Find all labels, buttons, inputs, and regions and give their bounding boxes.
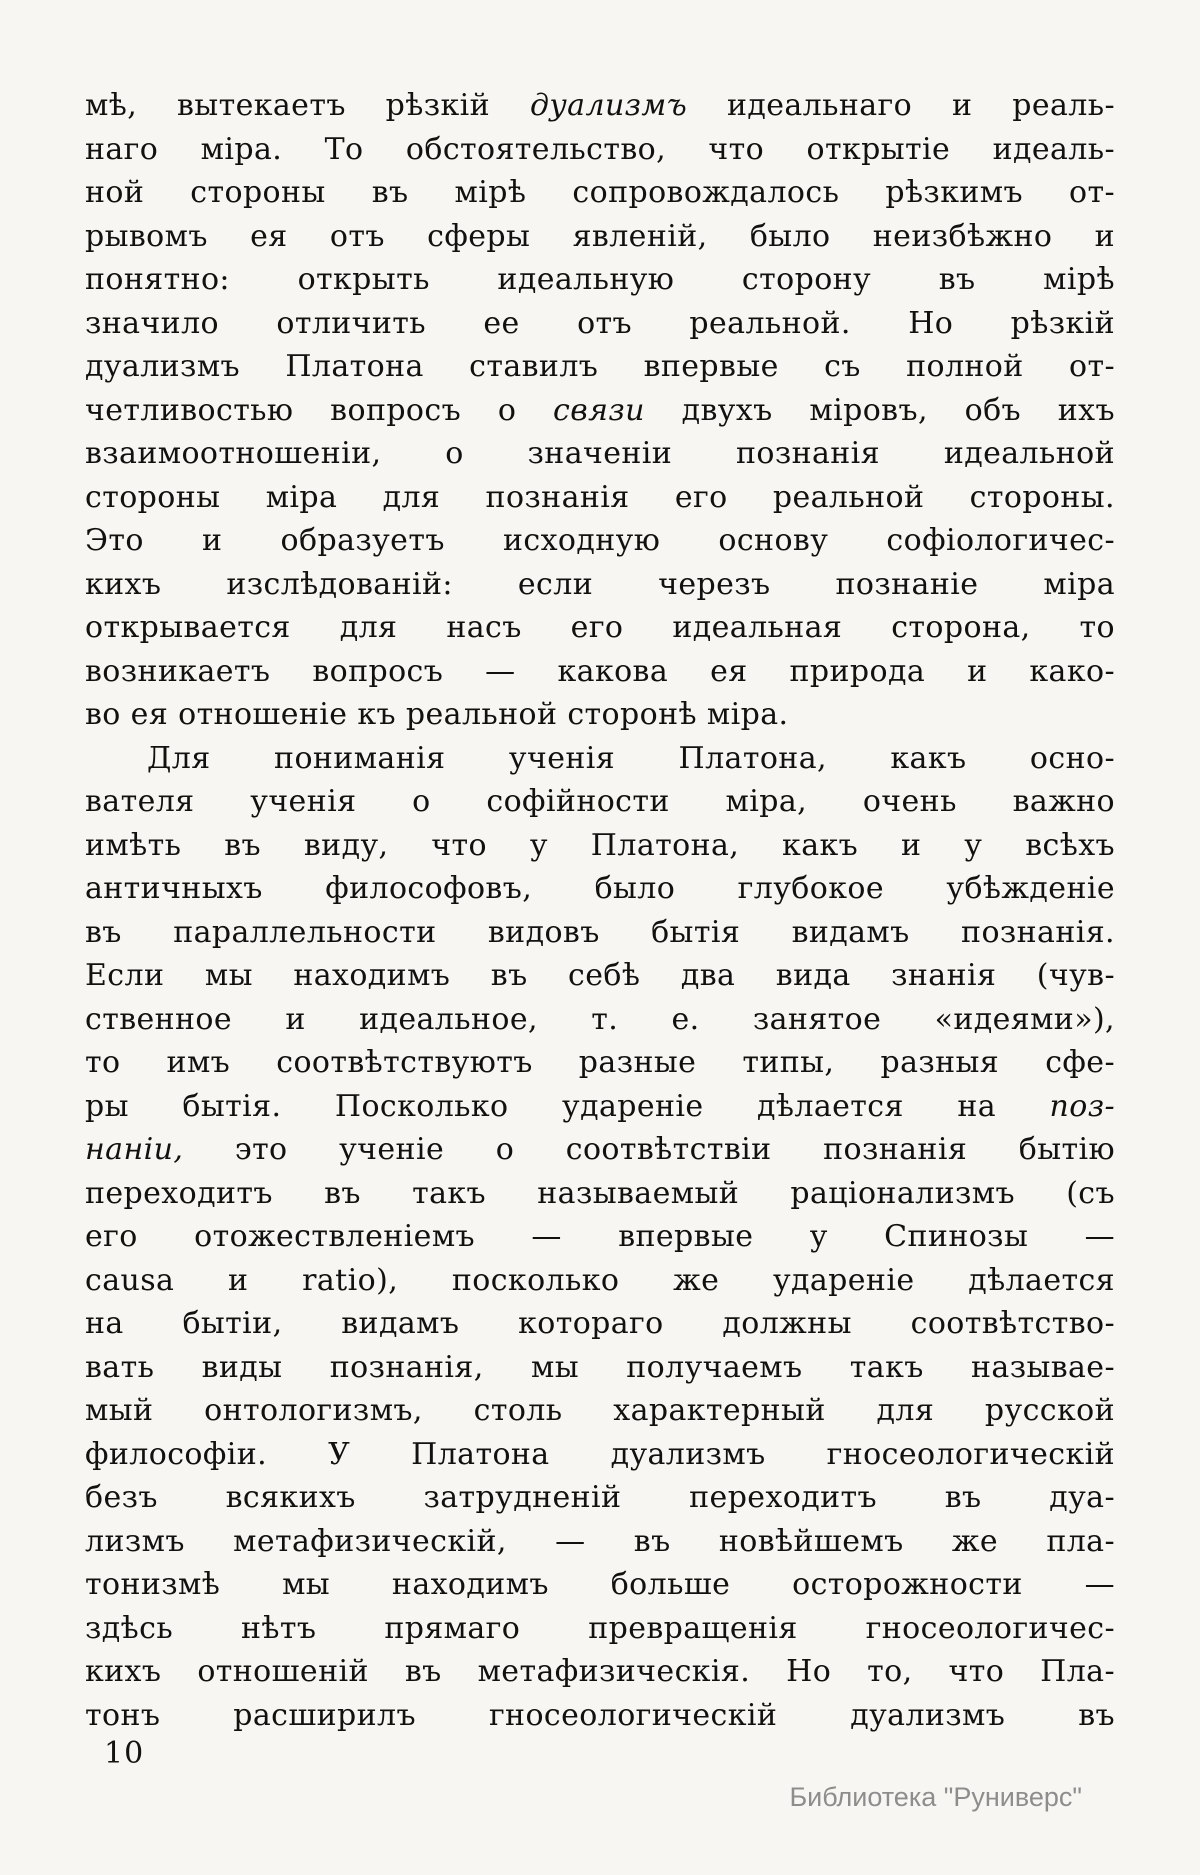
italic-text-segment: связи — [553, 392, 645, 428]
text-line — [85, 1694, 1115, 1738]
text-segment: имѣть въ виду, что у Платона, какъ и у всѣхъ — [85, 827, 1115, 863]
text-segment: то имъ соотвѣтствуютъ разные типы, разныя сфе- — [85, 1045, 1115, 1080]
text-line — [85, 1302, 1115, 1346]
text-line — [85, 780, 1115, 824]
text-line — [85, 1128, 1115, 1172]
text-line — [85, 258, 1115, 302]
text-segment: кихъ отношеній въ метафизическія. Но то, что Пла- — [85, 1654, 1115, 1689]
text-line — [85, 1520, 1115, 1564]
text-segment: значило отличить ее отъ реальной. Но рѣзкій — [85, 305, 1115, 341]
text-segment: мѣ, вытекаетъ рѣзкій — [85, 88, 530, 123]
text-segment: Это и образуетъ исходную основу софіологичес- — [85, 523, 1115, 558]
text-segment: ственное и идеальное, т. е. занятое «идеями»), — [85, 1001, 1115, 1037]
text-segment: взаимоотношеніи, о значеніи познанія идеальной — [85, 436, 1115, 471]
text-segment: вать виды познанія, мы получаемъ такъ называе- — [85, 1349, 1115, 1385]
italic-text-segment: дуализмъ — [529, 88, 688, 123]
text-segment: философіи. У Платона дуализмъ гносеологическій — [85, 1436, 1115, 1472]
text-line — [85, 1041, 1115, 1085]
text-line — [85, 911, 1115, 955]
text-line — [85, 737, 1115, 781]
text-segment: дуализмъ Платона ставилъ впервые съ полной от- — [85, 349, 1115, 384]
text-segment: это ученіе о соотвѣтствіи познанія бытію — [183, 1132, 1115, 1167]
text-line — [85, 345, 1115, 389]
text-segment: Если мы находимъ въ себѣ два вида знанія (чув- — [85, 958, 1115, 993]
body-text — [85, 84, 1115, 1737]
text-line — [85, 302, 1115, 346]
text-line — [85, 867, 1115, 911]
text-segment: двухъ міровъ, объ ихъ — [644, 392, 1115, 428]
text-line — [85, 1085, 1115, 1129]
text-line — [85, 1172, 1115, 1216]
text-segment: въ параллельности видовъ бытія видамъ познанія. — [85, 914, 1115, 950]
text-segment: тонъ расширилъ гносеологическій дуализмъ въ — [85, 1697, 1115, 1733]
text-segment: кихъ изслѣдованій: если черезъ познаніе міра — [85, 566, 1115, 602]
text-segment: causa и ratio), посколько же удареніе дѣлается — [85, 1262, 1115, 1298]
text-line — [85, 1389, 1115, 1433]
text-line — [85, 693, 1115, 737]
text-segment: наго міра. То обстоятельство, что открытіе идеаль- — [85, 131, 1115, 167]
text-segment: безъ всякихъ затрудненій переходитъ въ дуа- — [85, 1480, 1115, 1515]
text-segment: стороны міра для познанія его реальной стороны. — [85, 479, 1115, 515]
text-line — [85, 128, 1115, 172]
text-segment: лизмъ метафизическій, — въ новѣйшемъ же пла- — [85, 1523, 1115, 1559]
text-segment: возникаетъ вопросъ — какова ея природа и како- — [85, 653, 1115, 689]
text-segment: рывомъ ея отъ сферы явленій, было неизбѣжно и — [85, 218, 1115, 254]
text-line — [85, 389, 1115, 433]
text-line — [85, 1476, 1115, 1520]
text-line — [85, 954, 1115, 998]
text-line — [85, 606, 1115, 650]
text-line — [85, 519, 1115, 563]
text-segment: во ея отношеніе къ реальной сторонѣ міра. — [85, 697, 789, 732]
text-line — [85, 476, 1115, 520]
text-segment: здѣсь нѣтъ прямаго превращенія гносеологичес- — [85, 1610, 1115, 1646]
text-segment: идеальнаго и реаль- — [687, 88, 1115, 123]
text-segment: четливостью вопросъ о — [85, 392, 554, 428]
text-line — [85, 1259, 1115, 1303]
library-watermark: Библиотека "Руниверс" — [789, 1782, 1082, 1812]
text-segment: тонизмѣ мы находимъ больше осторожности — — [85, 1567, 1115, 1602]
text-segment: открывается для насъ его идеальная сторона, то — [85, 610, 1115, 645]
page-number: 10 — [104, 1736, 145, 1771]
italic-text-segment: наніи, — [85, 1132, 184, 1167]
text-line — [85, 84, 1115, 128]
text-segment: Для пониманія ученія Платона, какъ осно- — [147, 740, 1115, 776]
text-segment: переходитъ въ такъ называемый раціонализмъ (съ — [85, 1175, 1115, 1211]
text-line — [85, 1607, 1115, 1651]
text-segment: вателя ученія о софійности міра, очень важно — [85, 784, 1115, 819]
text-line — [85, 1346, 1115, 1390]
text-segment: античныхъ философовъ, было глубокое убѣжденіе — [85, 871, 1115, 906]
italic-text-segment: поз- — [1049, 1088, 1115, 1124]
text-line — [85, 1563, 1115, 1607]
text-line — [85, 171, 1115, 215]
text-segment: ной стороны въ мірѣ сопровождалось рѣзкимъ от- — [85, 175, 1115, 210]
text-segment: мый онтологизмъ, столь характерный для русской — [85, 1393, 1115, 1428]
text-line — [85, 998, 1115, 1042]
text-line — [85, 563, 1115, 607]
text-segment: на бытіи, видамъ котораго должны соотвѣтство- — [85, 1306, 1115, 1341]
text-segment: ры бытія. Посколько удареніе дѣлается на — [85, 1088, 1050, 1124]
text-line — [85, 1433, 1115, 1477]
text-line — [85, 1650, 1115, 1694]
text-line — [85, 650, 1115, 694]
text-line — [85, 824, 1115, 868]
text-line — [85, 432, 1115, 476]
text-line — [85, 1215, 1115, 1259]
text-segment: его отожествленіемъ — впервые у Спинозы — — [85, 1219, 1115, 1254]
text-line — [85, 215, 1115, 259]
text-segment: понятно: открыть идеальную сторону въ мірѣ — [85, 262, 1115, 297]
